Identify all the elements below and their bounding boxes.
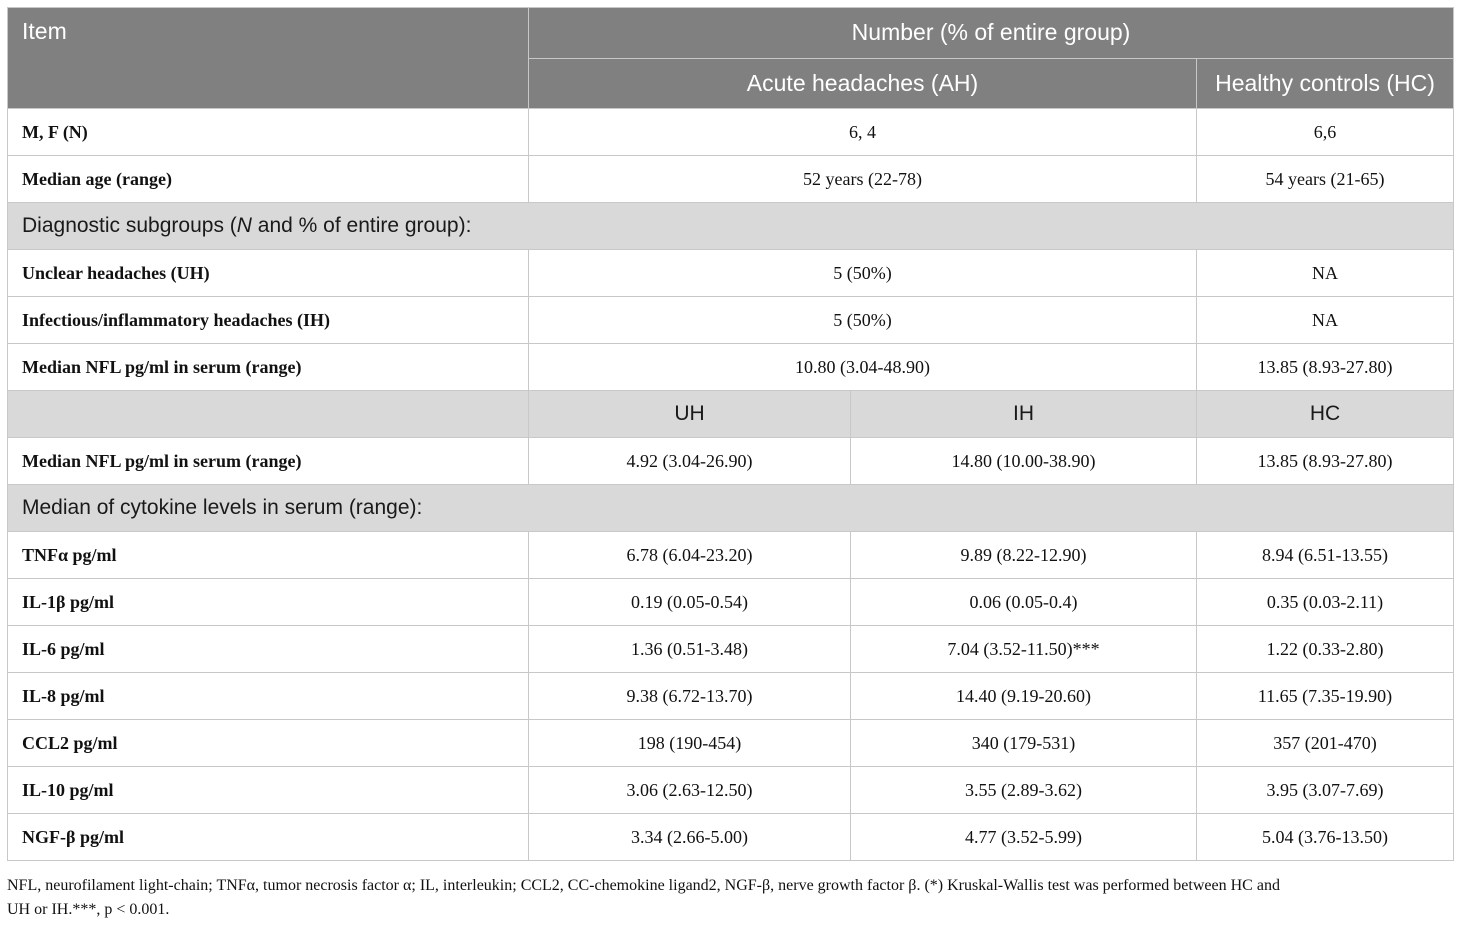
table-footnote bbox=[7, 874, 1453, 922]
row-label: Median age (range) bbox=[8, 156, 529, 203]
cell-ih: 7.04 (3.52-11.50)*** bbox=[851, 626, 1197, 673]
cell-uh: 3.34 (2.66-5.00) bbox=[529, 814, 851, 861]
table-row bbox=[8, 814, 1454, 861]
cell-uh: 9.38 (6.72-13.70) bbox=[529, 673, 851, 720]
cell-hc: 13.85 (8.93-27.80) bbox=[1197, 438, 1454, 485]
row-label: IL-1β pg/ml bbox=[8, 579, 529, 626]
cell-hc: NA bbox=[1197, 297, 1454, 344]
table-row bbox=[8, 720, 1454, 767]
cell-ah: 52 years (22-78) bbox=[529, 156, 1197, 203]
section-text-part: Diagnostic subgroups ( bbox=[22, 214, 237, 237]
cell-hc: 3.95 (3.07-7.69) bbox=[1197, 767, 1454, 814]
footnote-line: UH or IH.***, p < 0.001. bbox=[7, 901, 170, 918]
cell-hc: 0.35 (0.03-2.11) bbox=[1197, 579, 1454, 626]
table-row bbox=[8, 297, 1454, 344]
header-acute-headaches: Acute headaches (AH) bbox=[529, 58, 1197, 109]
cell-ih: 340 (179-531) bbox=[851, 720, 1197, 767]
table-row bbox=[8, 344, 1454, 391]
section-title-cytokines: Median of cytokine levels in serum (range): bbox=[8, 485, 1454, 532]
section-text-part: and % of entire group): bbox=[251, 214, 472, 237]
row-label: Median NFL pg/ml in serum (range) bbox=[8, 344, 529, 391]
row-label: IL-8 pg/ml bbox=[8, 673, 529, 720]
table-row bbox=[8, 767, 1454, 814]
subheader-uh: UH bbox=[529, 391, 851, 438]
results-table-wrapper bbox=[7, 7, 1453, 861]
cell-hc: 13.85 (8.93-27.80) bbox=[1197, 344, 1454, 391]
section-text-italic-n: N bbox=[236, 214, 252, 237]
cell-uh: 4.92 (3.04-26.90) bbox=[529, 438, 851, 485]
footnote-line: NFL, neurofilament light-chain; TNFα, tumor necrosis factor α; IL, interleukin; CCL2, CC-chemokine ligand2, NGF-β, nerve growth factor β. (*) Kruskal-Wallis test was performed between HC and bbox=[7, 877, 1280, 894]
cell-ah: 6, 4 bbox=[529, 109, 1197, 156]
section-row-cytokines bbox=[8, 485, 1454, 532]
row-label: Infectious/inflammatory headaches (IH) bbox=[8, 297, 529, 344]
table-row bbox=[8, 156, 1454, 203]
row-label: M, F (N) bbox=[8, 109, 529, 156]
cell-ih: 3.55 (2.89-3.62) bbox=[851, 767, 1197, 814]
results-table bbox=[7, 7, 1454, 861]
header-row-1 bbox=[8, 8, 1454, 59]
table-row bbox=[8, 532, 1454, 579]
cell-ah: 5 (50%) bbox=[529, 250, 1197, 297]
table-row bbox=[8, 579, 1454, 626]
cell-uh: 1.36 (0.51-3.48) bbox=[529, 626, 851, 673]
table-row bbox=[8, 250, 1454, 297]
cell-hc: 6,6 bbox=[1197, 109, 1454, 156]
row-label: TNFα pg/ml bbox=[8, 532, 529, 579]
cell-uh: 6.78 (6.04-23.20) bbox=[529, 532, 851, 579]
cell-ah: 5 (50%) bbox=[529, 297, 1197, 344]
section-title-diagnostic bbox=[8, 203, 1454, 250]
header-number: Number (% of entire group) bbox=[529, 8, 1454, 59]
cell-hc: 1.22 (0.33-2.80) bbox=[1197, 626, 1454, 673]
cell-ih: 4.77 (3.52-5.99) bbox=[851, 814, 1197, 861]
section-row-diagnostic bbox=[8, 203, 1454, 250]
cell-hc: 357 (201-470) bbox=[1197, 720, 1454, 767]
cell-hc: NA bbox=[1197, 250, 1454, 297]
cell-uh: 0.19 (0.05-0.54) bbox=[529, 579, 851, 626]
cell-ih: 0.06 (0.05-0.4) bbox=[851, 579, 1197, 626]
cell-hc: 11.65 (7.35-19.90) bbox=[1197, 673, 1454, 720]
row-label: IL-6 pg/ml bbox=[8, 626, 529, 673]
table-row bbox=[8, 109, 1454, 156]
row-label: Unclear headaches (UH) bbox=[8, 250, 529, 297]
cell-ih: 14.80 (10.00-38.90) bbox=[851, 438, 1197, 485]
subheader-ih: IH bbox=[851, 391, 1197, 438]
cell-hc: 54 years (21-65) bbox=[1197, 156, 1454, 203]
row-label: IL-10 pg/ml bbox=[8, 767, 529, 814]
row-label: CCL2 pg/ml bbox=[8, 720, 529, 767]
cell-ih: 9.89 (8.22-12.90) bbox=[851, 532, 1197, 579]
subheader-empty bbox=[8, 391, 529, 438]
table-row bbox=[8, 673, 1454, 720]
subheader-hc: HC bbox=[1197, 391, 1454, 438]
row-label: Median NFL pg/ml in serum (range) bbox=[8, 438, 529, 485]
header-healthy-controls: Healthy controls (HC) bbox=[1197, 58, 1454, 109]
row-label: NGF-β pg/ml bbox=[8, 814, 529, 861]
cell-hc: 8.94 (6.51-13.55) bbox=[1197, 532, 1454, 579]
cell-uh: 3.06 (2.63-12.50) bbox=[529, 767, 851, 814]
cell-uh: 198 (190-454) bbox=[529, 720, 851, 767]
cell-ih: 14.40 (9.19-20.60) bbox=[851, 673, 1197, 720]
cell-hc: 5.04 (3.76-13.50) bbox=[1197, 814, 1454, 861]
header-item: Item bbox=[8, 8, 529, 109]
subheader-row bbox=[8, 391, 1454, 438]
table-row bbox=[8, 626, 1454, 673]
table-row bbox=[8, 438, 1454, 485]
cell-ah: 10.80 (3.04-48.90) bbox=[529, 344, 1197, 391]
